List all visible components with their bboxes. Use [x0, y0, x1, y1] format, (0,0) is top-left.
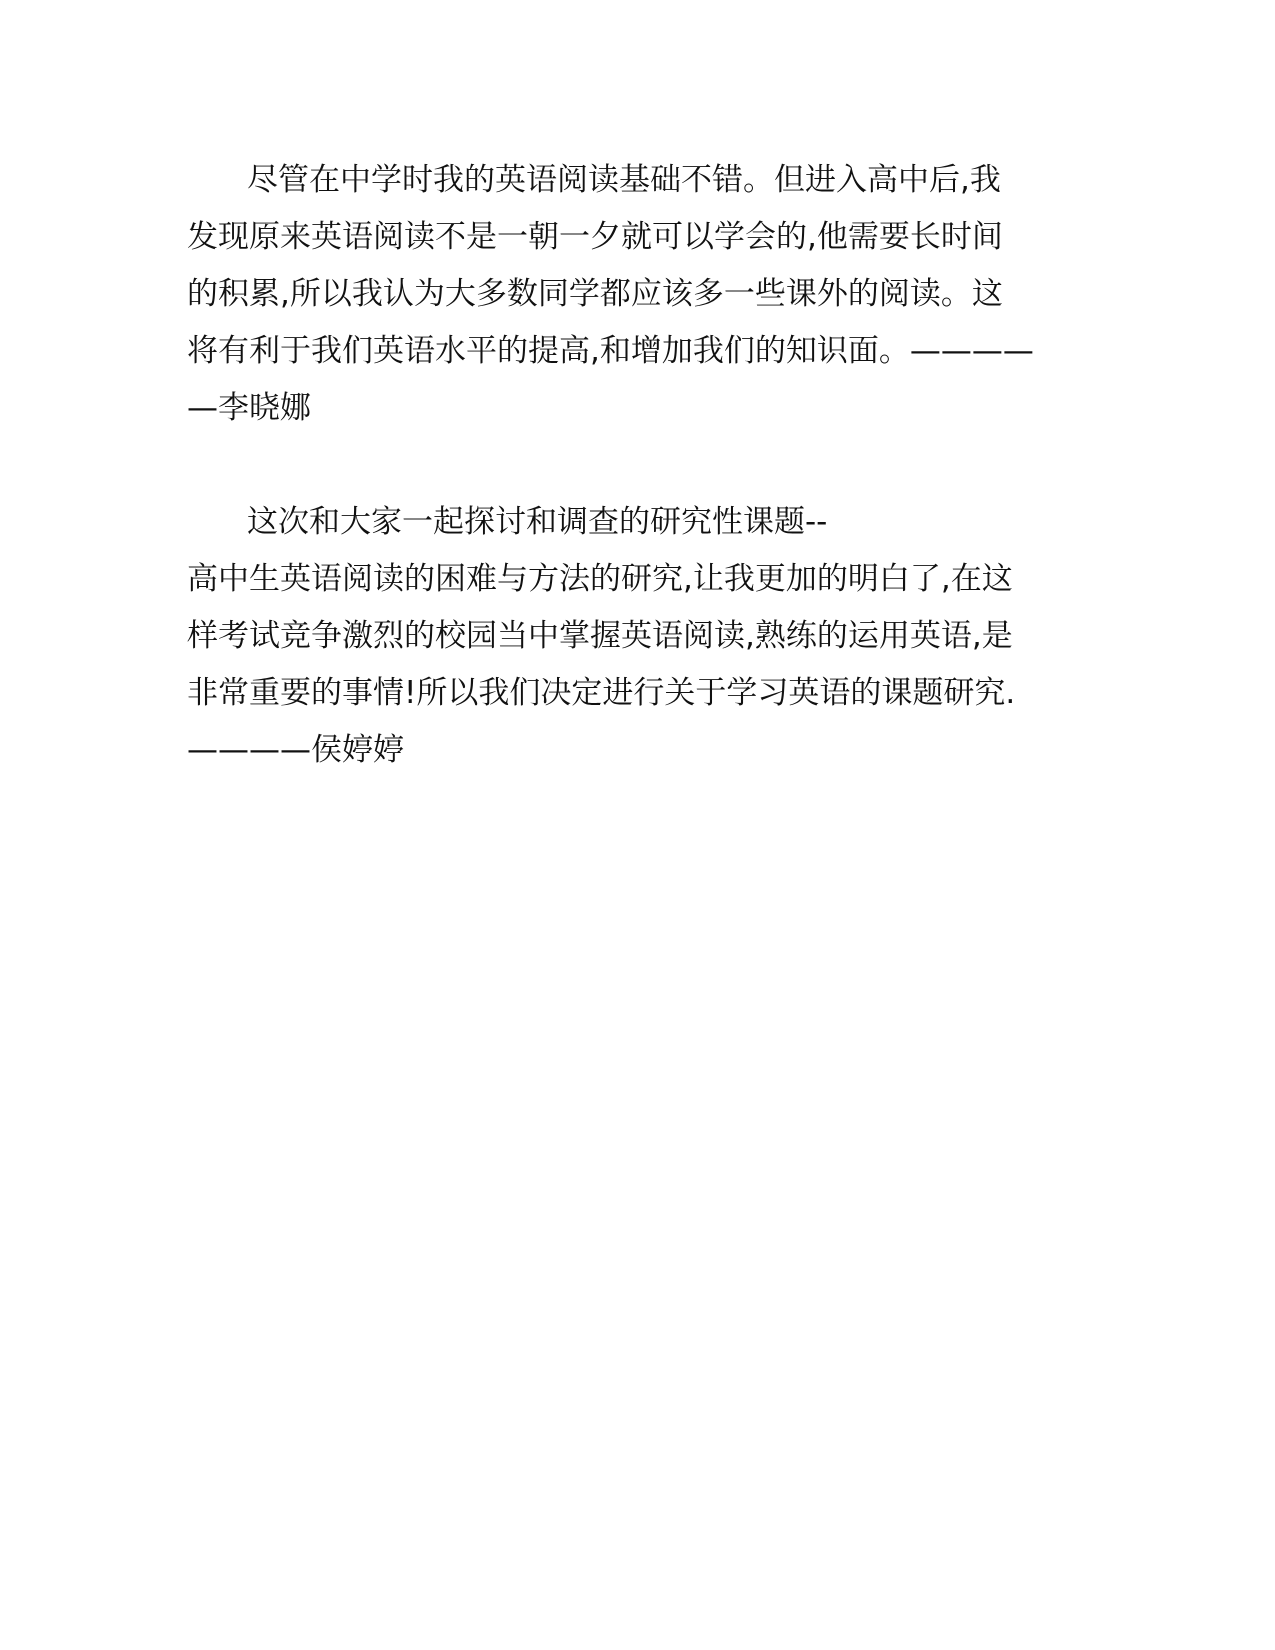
paragraph-2 [187, 494, 1072, 779]
paragraph-line: 非常重要的事情!所以我们决定进行关于学习英语的课题研究. [187, 675, 1016, 711]
paragraph-line: 发现原来英语阅读不是一朝一夕就可以学会的,他需要长时间 [187, 219, 1003, 255]
document-body [187, 152, 1072, 779]
paragraph-spacer [187, 437, 1072, 494]
paragraph-line: 高中生英语阅读的困难与方法的研究,让我更加的明白了,在这 [187, 561, 1013, 597]
paragraph-line: 尽管在中学时我的英语阅读基础不错。但进入高中后,我 [247, 162, 1001, 198]
paragraph-1 [187, 152, 1072, 437]
paragraph-line: 样考试竞争激烈的校园当中掌握英语阅读,熟练的运用英语,是 [187, 618, 1013, 654]
paragraph-line: 的积累,所以我认为大多数同学都应该多一些课外的阅读。这 [187, 276, 1003, 312]
author-signature: ————侯婷婷 [187, 732, 404, 768]
paragraph-line: 这次和大家一起探讨和调查的研究性课题-- [247, 504, 828, 540]
paragraph-line: 将有利于我们英语水平的提高,和增加我们的知识面。———— [187, 333, 1034, 369]
author-signature: —李晓娜 [187, 390, 311, 426]
